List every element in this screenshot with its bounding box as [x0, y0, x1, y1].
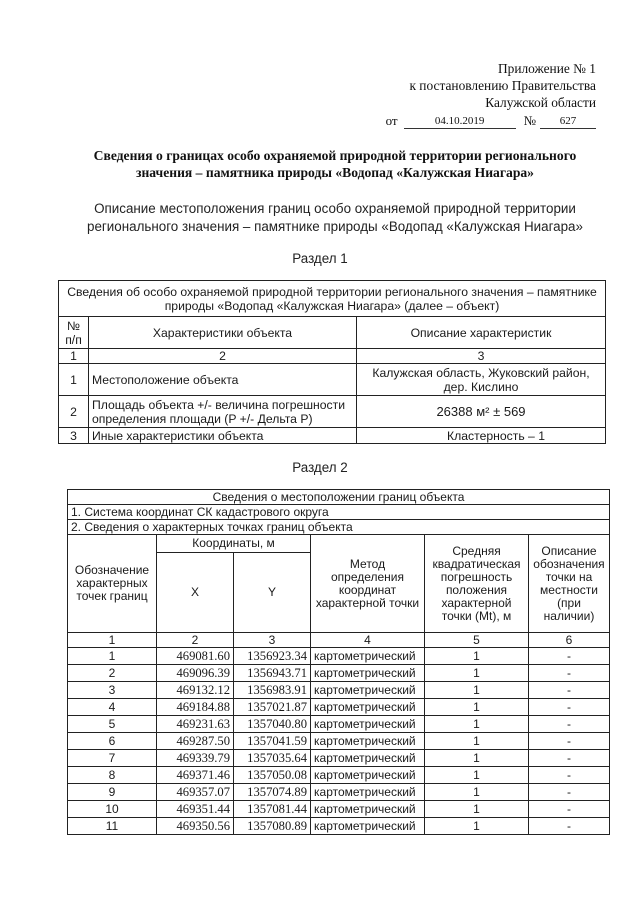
index-cell: 6 — [529, 633, 610, 648]
section-2-heading: Раздел 2 — [292, 460, 348, 475]
coordinate-y: 1356923.34 — [234, 648, 311, 665]
row-description: 26388 м² ± 569 — [357, 396, 606, 428]
point-label: 10 — [68, 801, 157, 818]
index-cell: 1 — [59, 349, 89, 364]
boundary-points-table — [67, 489, 610, 835]
coordinate-y: 1356943.71 — [234, 665, 311, 682]
from-label: от — [385, 113, 398, 128]
mean-square-error: 1 — [425, 699, 529, 716]
point-description: - — [529, 784, 610, 801]
table-row — [68, 648, 610, 665]
object-table-caption: Сведения об особо охраняемой природной территории регионального значения – памятнике природы «Водопад «Калужская Ниагара» (далее – объект) — [59, 281, 606, 317]
point-label: 11 — [68, 818, 157, 835]
coordinate-x: 469231.63 — [157, 716, 234, 733]
row-description: Калужская область, Жуковский район, дер. Кислино — [357, 364, 606, 396]
coordinate-y: 1357035.64 — [234, 750, 311, 767]
coordinate-x: 469287.50 — [157, 733, 234, 750]
mean-square-error: 1 — [425, 767, 529, 784]
mean-square-error: 1 — [425, 648, 529, 665]
row-description: Кластерность – 1 — [357, 428, 606, 444]
col-header-method: Метод определения координат характерной точки — [311, 535, 425, 633]
table-row — [68, 665, 610, 682]
coordinate-y: 1357081.44 — [234, 801, 311, 818]
point-label: 2 — [68, 665, 157, 682]
point-label: 8 — [68, 767, 157, 784]
point-label: 6 — [68, 733, 157, 750]
resolution-date-line — [336, 112, 596, 129]
point-description: - — [529, 682, 610, 699]
point-label: 9 — [68, 784, 157, 801]
determination-method: картометрический — [311, 648, 425, 665]
index-cell: 2 — [157, 633, 234, 648]
table-row — [68, 716, 610, 733]
document-title: Сведения о границах особо охраняемой природной территории регионального значения – памятника природы «Водопад «Калужская Ниагара» — [93, 148, 577, 180]
mean-square-error: 1 — [425, 733, 529, 750]
col-header-number: № п/п — [59, 317, 89, 349]
determination-method: картометрический — [311, 733, 425, 750]
table-row — [59, 396, 606, 428]
coordinate-y: 1357050.08 — [234, 767, 311, 784]
number-label: № — [523, 113, 536, 128]
col-header-coordinates: Координаты, м — [157, 535, 311, 553]
mean-square-error: 1 — [425, 682, 529, 699]
row-number: 1 — [59, 364, 89, 396]
boundary-table-caption: Сведения о местоположении границ объекта — [68, 490, 610, 505]
coordinate-x: 469339.79 — [157, 750, 234, 767]
determination-method: картометрический — [311, 767, 425, 784]
coordinate-x: 469081.60 — [157, 648, 234, 665]
table-row — [68, 767, 610, 784]
col-header-point: Обозначение характерных точек границ — [68, 535, 157, 633]
point-label: 1 — [68, 648, 157, 665]
point-description: - — [529, 750, 610, 767]
coordinate-x: 469096.39 — [157, 665, 234, 682]
resolution-date: 04.10.2019 — [404, 115, 516, 129]
table-row — [68, 682, 610, 699]
determination-method: картометрический — [311, 750, 425, 767]
coordinate-x: 469132.12 — [157, 682, 234, 699]
coordinate-x: 469350.56 — [157, 818, 234, 835]
appendix-line-3: Калужской области — [485, 95, 596, 110]
point-description: - — [529, 767, 610, 784]
index-cell: 3 — [234, 633, 311, 648]
coordinate-y: 1357080.89 — [234, 818, 311, 835]
table-row — [59, 364, 606, 396]
mean-square-error: 1 — [425, 801, 529, 818]
coordinate-system: 1. Система координат СК кадастрового округа — [68, 505, 610, 520]
points-heading: 2. Сведения о характерных точках границ объекта — [68, 520, 610, 535]
points-table-body — [68, 648, 610, 835]
determination-method: картометрический — [311, 699, 425, 716]
row-characteristic: Площадь объекта +/- величина погрешности определения площади (P +/- Дельта P) — [89, 396, 357, 428]
determination-method: картометрический — [311, 818, 425, 835]
table-row — [68, 733, 610, 750]
point-label: 5 — [68, 716, 157, 733]
col-header-error: Средняя квадратическая погрешность положения характерной точки (Mt), м — [425, 535, 529, 633]
coordinate-y: 1356983.91 — [234, 682, 311, 699]
col-header-x: X — [157, 553, 234, 633]
mean-square-error: 1 — [425, 818, 529, 835]
table-row — [68, 818, 610, 835]
table-row — [68, 750, 610, 767]
col-header-description: Описание характеристик — [357, 317, 606, 349]
point-description: - — [529, 648, 610, 665]
appendix-line-2: к постановлению Правительства — [409, 78, 596, 93]
index-cell: 1 — [68, 633, 157, 648]
determination-method: картометрический — [311, 716, 425, 733]
coordinate-y: 1357040.80 — [234, 716, 311, 733]
table-row — [68, 784, 610, 801]
mean-square-error: 1 — [425, 665, 529, 682]
determination-method: картометрический — [311, 784, 425, 801]
row-characteristic: Иные характеристики объекта — [89, 428, 357, 444]
mean-square-error: 1 — [425, 716, 529, 733]
coordinate-x: 469184.88 — [157, 699, 234, 716]
mean-square-error: 1 — [425, 784, 529, 801]
index-cell: 4 — [311, 633, 425, 648]
col-header-point-description: Описание обозначения точки на местности (при наличии) — [529, 535, 610, 633]
coordinate-y: 1357074.89 — [234, 784, 311, 801]
col-header-y: Y — [234, 553, 311, 633]
point-description: - — [529, 716, 610, 733]
point-label: 7 — [68, 750, 157, 767]
coordinate-y: 1357041.59 — [234, 733, 311, 750]
document-subtitle: Описание местоположения границ особо охраняемой природной территории регионального значения – памятнике природы «Водопад «Калужская Ниагара» — [87, 201, 583, 234]
point-description: - — [529, 665, 610, 682]
coordinate-x: 469371.46 — [157, 767, 234, 784]
index-cell: 3 — [357, 349, 606, 364]
row-number: 2 — [59, 396, 89, 428]
appendix-block — [336, 60, 596, 129]
row-number: 3 — [59, 428, 89, 444]
coordinate-x: 469351.44 — [157, 801, 234, 818]
table-row — [68, 801, 610, 818]
section-1-heading: Раздел 1 — [292, 251, 348, 266]
appendix-line-1: Приложение № 1 — [497, 61, 596, 76]
resolution-number: 627 — [540, 115, 596, 129]
point-description: - — [529, 699, 610, 716]
table-row — [59, 428, 606, 444]
coordinate-x: 469357.07 — [157, 784, 234, 801]
row-characteristic: Местоположение объекта — [89, 364, 357, 396]
point-description: - — [529, 733, 610, 750]
coordinate-y: 1357021.87 — [234, 699, 311, 716]
point-description: - — [529, 818, 610, 835]
index-cell: 2 — [89, 349, 357, 364]
point-label: 3 — [68, 682, 157, 699]
table-row — [68, 699, 610, 716]
determination-method: картометрический — [311, 665, 425, 682]
col-header-characteristics: Характеристики объекта — [89, 317, 357, 349]
mean-square-error: 1 — [425, 750, 529, 767]
object-info-table — [58, 280, 606, 444]
point-label: 4 — [68, 699, 157, 716]
point-description: - — [529, 801, 610, 818]
determination-method: картометрический — [311, 682, 425, 699]
index-cell: 5 — [425, 633, 529, 648]
determination-method: картометрический — [311, 801, 425, 818]
